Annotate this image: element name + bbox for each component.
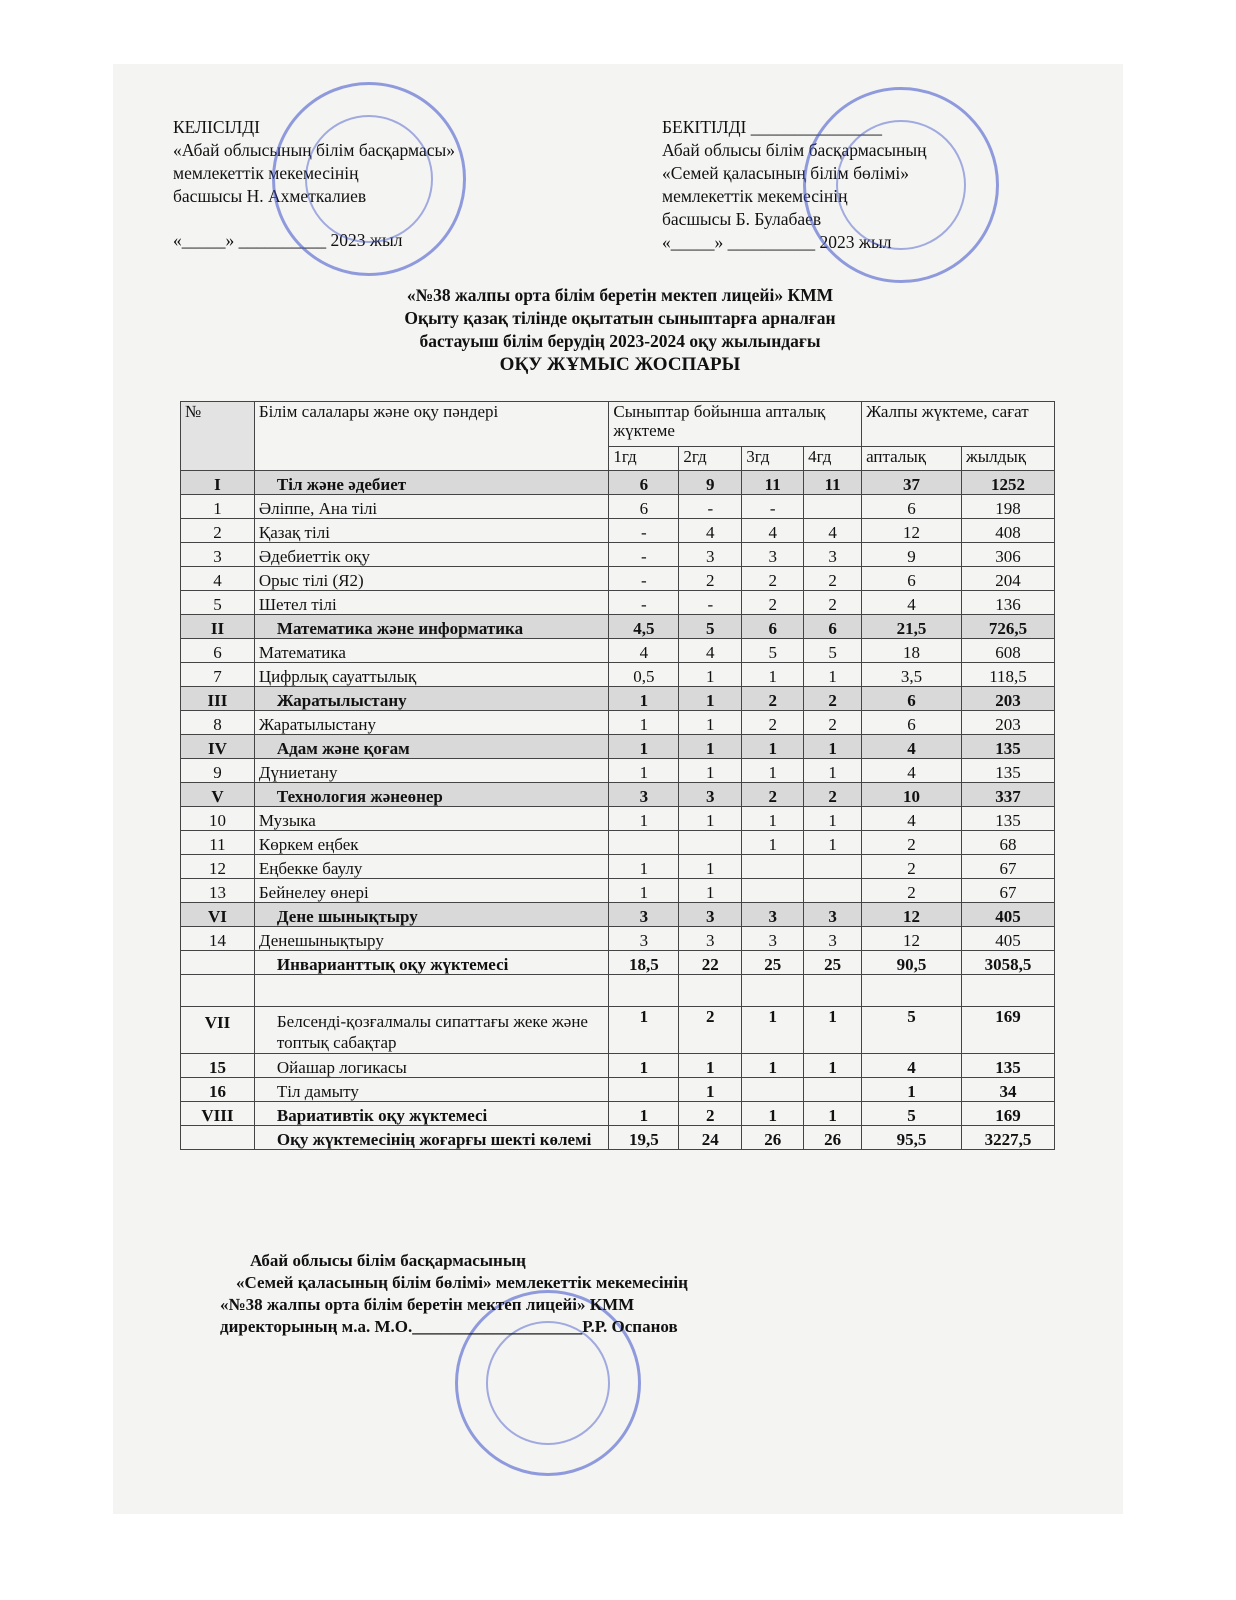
table-row [181, 543, 1055, 567]
row-subject: Қазақ тілі [254, 519, 609, 543]
row-number: 5 [181, 591, 255, 615]
row-value: 1 [742, 735, 804, 759]
row-number [181, 1126, 255, 1150]
row-value: 2 [804, 687, 862, 711]
row-value: 68 [962, 831, 1055, 855]
row-value: 3 [804, 903, 862, 927]
row-value: 1 [609, 687, 679, 711]
row-value: 6 [862, 711, 962, 735]
table-row [181, 495, 1055, 519]
row-value: 5 [804, 639, 862, 663]
row-value [962, 975, 1055, 1007]
agreed-head: басшысы Н. Ахметкалиев [173, 186, 367, 206]
row-number: V [181, 783, 255, 807]
row-value [742, 975, 804, 1007]
table-row [181, 951, 1055, 975]
approved-org: Абай облысы білім басқармасының [662, 140, 927, 160]
row-value [609, 1078, 679, 1102]
row-value [804, 975, 862, 1007]
row-value: 1 [609, 735, 679, 759]
row-value: 405 [962, 927, 1055, 951]
row-subject: Белсенді-қозғалмалы сипаттағы жеке және топтық сабақтар [254, 1007, 609, 1054]
row-value: 135 [962, 1054, 1055, 1078]
table-row [181, 1126, 1055, 1150]
table-row [181, 615, 1055, 639]
row-number: 4 [181, 567, 255, 591]
header-grade-1: 1гд [609, 447, 679, 471]
row-number: 2 [181, 519, 255, 543]
approved-head: басшысы Б. Булабаев [662, 209, 822, 229]
row-value: 3227,5 [962, 1126, 1055, 1150]
row-value: 4 [679, 639, 742, 663]
table-row [181, 519, 1055, 543]
row-value: 24 [679, 1126, 742, 1150]
row-number: IV [181, 735, 255, 759]
row-subject: Ойашар логикасы [254, 1054, 609, 1078]
row-subject: Денешынықтыру [254, 927, 609, 951]
table-row [181, 639, 1055, 663]
row-subject: Әдебиеттік оқу [254, 543, 609, 567]
footer-line2: «Семей қаласының білім бөлімі» мемлекеттік мекемесінің [236, 1273, 688, 1292]
row-value: 18 [862, 639, 962, 663]
row-value: 34 [962, 1078, 1055, 1102]
row-subject: Вариативтік оқу жүктемесі [254, 1102, 609, 1126]
row-subject: Көркем еңбек [254, 831, 609, 855]
table-row [181, 711, 1055, 735]
approved-dept: «Семей қаласының білім бөлімі» [662, 163, 910, 183]
row-subject: Оқу жүктемесінің жоғарғы шекті көлемі [254, 1126, 609, 1150]
row-value: 405 [962, 903, 1055, 927]
row-value: 6 [609, 471, 679, 495]
row-value [679, 975, 742, 1007]
row-value: 2 [862, 831, 962, 855]
row-value: 4 [862, 1054, 962, 1078]
row-value: - [609, 519, 679, 543]
row-value: 118,5 [962, 663, 1055, 687]
table-row [181, 831, 1055, 855]
row-value [609, 831, 679, 855]
row-value: 4 [679, 519, 742, 543]
row-subject: Математика [254, 639, 609, 663]
curriculum-table [180, 401, 1055, 1150]
row-value: 12 [862, 927, 962, 951]
row-value: 4,5 [609, 615, 679, 639]
title-line2: Оқыту қазақ тілінде оқытатын сыныптарға арналған [404, 308, 836, 328]
row-value: 67 [962, 855, 1055, 879]
row-value: 21,5 [862, 615, 962, 639]
seal-stamp-left [272, 82, 466, 276]
row-value: 1 [742, 1102, 804, 1126]
table-row [181, 591, 1055, 615]
header-grade-2: 2гд [679, 447, 742, 471]
row-value: 1 [609, 855, 679, 879]
row-value: 169 [962, 1102, 1055, 1126]
row-value: 1 [609, 879, 679, 903]
row-number: 8 [181, 711, 255, 735]
row-value: 2 [742, 591, 804, 615]
row-value: 2 [804, 783, 862, 807]
row-value: 4 [862, 591, 962, 615]
row-number: II [181, 615, 255, 639]
row-value: 1 [804, 807, 862, 831]
row-value: 4 [862, 735, 962, 759]
row-value [862, 975, 962, 1007]
row-value: 204 [962, 567, 1055, 591]
row-value: 1 [804, 831, 862, 855]
row-subject: Әліппе, Ана тілі [254, 495, 609, 519]
row-value: 1 [679, 759, 742, 783]
row-number [181, 975, 255, 1007]
row-value: 2 [742, 567, 804, 591]
row-value: 10 [862, 783, 962, 807]
row-value: 3 [742, 903, 804, 927]
row-number [181, 951, 255, 975]
row-value: 1 [742, 1007, 804, 1054]
row-number: 16 [181, 1078, 255, 1102]
row-value: - [742, 495, 804, 519]
row-value: 2 [862, 855, 962, 879]
row-value: 2 [679, 567, 742, 591]
row-value: 6 [609, 495, 679, 519]
row-value: 6 [862, 567, 962, 591]
footer-line4: директорының м.а. М.О.____________________Р.Р. Оспанов [220, 1317, 678, 1336]
row-subject: Цифрлық сауаттылық [254, 663, 609, 687]
row-value: 11 [804, 471, 862, 495]
row-value: 95,5 [862, 1126, 962, 1150]
row-value: 2 [804, 567, 862, 591]
row-value: 1 [804, 759, 862, 783]
row-subject: Адам және қоғам [254, 735, 609, 759]
row-number: 9 [181, 759, 255, 783]
agreed-org-type: мемлекеттік мекемесінің [173, 163, 359, 183]
row-value: 135 [962, 759, 1055, 783]
row-subject: Жаратылыстану [254, 687, 609, 711]
row-value: 1 [679, 735, 742, 759]
row-subject: Математика және информатика [254, 615, 609, 639]
row-value: 6 [862, 495, 962, 519]
agreed-date: «_____» __________ 2023 жыл [173, 230, 403, 250]
row-value: 1 [609, 807, 679, 831]
row-number: VIII [181, 1102, 255, 1126]
row-value: 1 [609, 1054, 679, 1078]
row-subject: Музыка [254, 807, 609, 831]
row-value: 22 [679, 951, 742, 975]
row-value: 3 [742, 927, 804, 951]
header-yearly-total: жылдық [962, 447, 1055, 471]
row-value: 26 [804, 1126, 862, 1150]
row-value: 169 [962, 1007, 1055, 1054]
row-subject: Дүниетану [254, 759, 609, 783]
row-subject [254, 975, 609, 1007]
row-value: 90,5 [862, 951, 962, 975]
row-value [804, 1078, 862, 1102]
row-value: 1 [804, 735, 862, 759]
row-subject: Шетел тілі [254, 591, 609, 615]
row-number: 13 [181, 879, 255, 903]
row-value: 2 [804, 711, 862, 735]
row-value: 2 [742, 687, 804, 711]
row-value: 19,5 [609, 1126, 679, 1150]
seal-stamp-right [803, 87, 999, 283]
table-body [181, 471, 1055, 1150]
header-no: № [181, 402, 255, 471]
table-row [181, 1078, 1055, 1102]
row-value [742, 855, 804, 879]
table-row [181, 903, 1055, 927]
row-value: 726,5 [962, 615, 1055, 639]
table-row [181, 471, 1055, 495]
row-number: VII [181, 1007, 255, 1054]
row-value: 1 [609, 711, 679, 735]
row-value: 3058,5 [962, 951, 1055, 975]
row-number: 3 [181, 543, 255, 567]
row-value: 1 [679, 663, 742, 687]
row-value [742, 879, 804, 903]
row-value: 1 [679, 711, 742, 735]
row-value: 1 [679, 687, 742, 711]
row-value: 18,5 [609, 951, 679, 975]
footer-line3: «№38 жалпы орта білім беретін мектеп лицейі» КММ [220, 1295, 635, 1314]
row-value: 2 [804, 591, 862, 615]
row-subject: Инварианттық оқу жүктемесі [254, 951, 609, 975]
row-value: 1 [804, 663, 862, 687]
row-value: 4 [742, 519, 804, 543]
table-row [181, 879, 1055, 903]
row-subject: Технология жәнеөнер [254, 783, 609, 807]
table-row [181, 687, 1055, 711]
row-value: 2 [862, 879, 962, 903]
row-value: 37 [862, 471, 962, 495]
row-value: 4 [862, 807, 962, 831]
row-value: 25 [804, 951, 862, 975]
row-value: 9 [679, 471, 742, 495]
row-value: 1 [609, 1007, 679, 1054]
title-line3: бастауыш білім берудің 2023-2024 оқу жылындағы [419, 331, 821, 351]
agreed-heading: КЕЛІСІЛДІ [173, 117, 260, 137]
row-value: 1 [742, 759, 804, 783]
row-value: 135 [962, 807, 1055, 831]
row-subject: Тіл дамыту [254, 1078, 609, 1102]
row-value: 3 [679, 927, 742, 951]
table-row [181, 807, 1055, 831]
row-number: 11 [181, 831, 255, 855]
row-number: 15 [181, 1054, 255, 1078]
row-value: 6 [804, 615, 862, 639]
row-value: 1 [679, 807, 742, 831]
row-value: 1 [609, 1102, 679, 1126]
row-subject: Бейнелеу өнері [254, 879, 609, 903]
row-value: 1 [679, 1078, 742, 1102]
table-row [181, 735, 1055, 759]
row-value: 306 [962, 543, 1055, 567]
table-row [181, 1007, 1055, 1054]
row-value [609, 975, 679, 1007]
row-value: 67 [962, 879, 1055, 903]
header-subject: Білім салалары және оқу пәндері [254, 402, 609, 471]
row-value: 1 [742, 831, 804, 855]
row-value: 1 [862, 1078, 962, 1102]
row-value: 3 [609, 903, 679, 927]
header-grade-3: 3гд [742, 447, 804, 471]
row-value: 3 [679, 903, 742, 927]
row-value: 3 [609, 783, 679, 807]
table-row [181, 1102, 1055, 1126]
row-value: 6 [862, 687, 962, 711]
row-value: 1 [804, 1054, 862, 1078]
table-row [181, 855, 1055, 879]
row-value: 5 [862, 1007, 962, 1054]
row-value: 203 [962, 687, 1055, 711]
row-value: 1252 [962, 471, 1055, 495]
row-number: 1 [181, 495, 255, 519]
row-value: 3 [609, 927, 679, 951]
row-value [742, 1078, 804, 1102]
row-value: 5 [862, 1102, 962, 1126]
row-number: 14 [181, 927, 255, 951]
row-value: 25 [742, 951, 804, 975]
row-value: - [679, 495, 742, 519]
row-value: 26 [742, 1126, 804, 1150]
table-row [181, 783, 1055, 807]
row-value: 3 [679, 543, 742, 567]
title-org: «№38 жалпы орта білім беретін мектеп лицейі» КММ [406, 285, 834, 305]
row-subject: Тіл және әдебиет [254, 471, 609, 495]
row-value [804, 855, 862, 879]
row-value: 3 [804, 543, 862, 567]
row-number: 10 [181, 807, 255, 831]
row-subject: Дене шынықтыру [254, 903, 609, 927]
row-value: 12 [862, 903, 962, 927]
row-value: 1 [679, 879, 742, 903]
row-value: 136 [962, 591, 1055, 615]
row-value: 9 [862, 543, 962, 567]
row-value: 4 [804, 519, 862, 543]
title-main: ОҚУ ЖҰМЫС ЖОСПАРЫ [499, 354, 741, 375]
table-row [181, 927, 1055, 951]
approved-org-type: мемлекеттік мекемесінің [662, 186, 848, 206]
row-value: 1 [804, 1007, 862, 1054]
header-weekly: Сыныптар бойынша апталық жүктеме [609, 402, 862, 447]
header-weekly-total: апталық [862, 447, 962, 471]
row-value: 1 [742, 807, 804, 831]
document-titles [180, 284, 1060, 376]
row-value: 1 [609, 759, 679, 783]
row-value: 2 [679, 1102, 742, 1126]
approved-heading: БЕКІТІЛДІ _______________ [662, 117, 883, 137]
row-value: 2 [742, 783, 804, 807]
row-subject: Орыс тілі (Я2) [254, 567, 609, 591]
row-value: 3,5 [862, 663, 962, 687]
row-value: 1 [679, 855, 742, 879]
row-value: 2 [742, 711, 804, 735]
row-value: 1 [804, 1102, 862, 1126]
row-number: VI [181, 903, 255, 927]
row-value: 0,5 [609, 663, 679, 687]
table-row [181, 567, 1055, 591]
row-number: 6 [181, 639, 255, 663]
footer-line1: Абай облысы білім басқармасының [250, 1251, 526, 1270]
row-value: - [609, 543, 679, 567]
row-value [804, 495, 862, 519]
row-value: 2 [679, 1007, 742, 1054]
approved-date: «_____» __________ 2023 жыл [662, 232, 892, 252]
row-value: 3 [679, 783, 742, 807]
row-value: 12 [862, 519, 962, 543]
row-value: - [609, 591, 679, 615]
row-number: I [181, 471, 255, 495]
row-value: 198 [962, 495, 1055, 519]
agreed-org: «Абай облысының білім басқармасы» [173, 140, 456, 160]
row-value [804, 879, 862, 903]
row-value: 5 [679, 615, 742, 639]
row-subject: Еңбекке баулу [254, 855, 609, 879]
signature-block [220, 1250, 688, 1338]
row-value: 1 [742, 1054, 804, 1078]
table-row [181, 975, 1055, 1007]
table-header-row [181, 402, 1055, 447]
row-value: 5 [742, 639, 804, 663]
row-subject: Жаратылыстану [254, 711, 609, 735]
row-value: 6 [742, 615, 804, 639]
header-total: Жалпы жүктеме, сағат [862, 402, 1055, 447]
row-value: 3 [804, 927, 862, 951]
row-value: - [679, 591, 742, 615]
row-value: 1 [742, 663, 804, 687]
table-row [181, 1054, 1055, 1078]
row-value: 203 [962, 711, 1055, 735]
row-value: 4 [862, 759, 962, 783]
row-value: - [609, 567, 679, 591]
row-value: 3 [742, 543, 804, 567]
table-row [181, 759, 1055, 783]
row-value: 135 [962, 735, 1055, 759]
row-number: III [181, 687, 255, 711]
table-row [181, 663, 1055, 687]
row-value: 1 [679, 1054, 742, 1078]
row-number: 12 [181, 855, 255, 879]
row-value: 608 [962, 639, 1055, 663]
row-value [679, 831, 742, 855]
row-value: 337 [962, 783, 1055, 807]
row-value: 4 [609, 639, 679, 663]
row-value: 11 [742, 471, 804, 495]
header-grade-4: 4гд [804, 447, 862, 471]
row-value: 408 [962, 519, 1055, 543]
row-number: 7 [181, 663, 255, 687]
